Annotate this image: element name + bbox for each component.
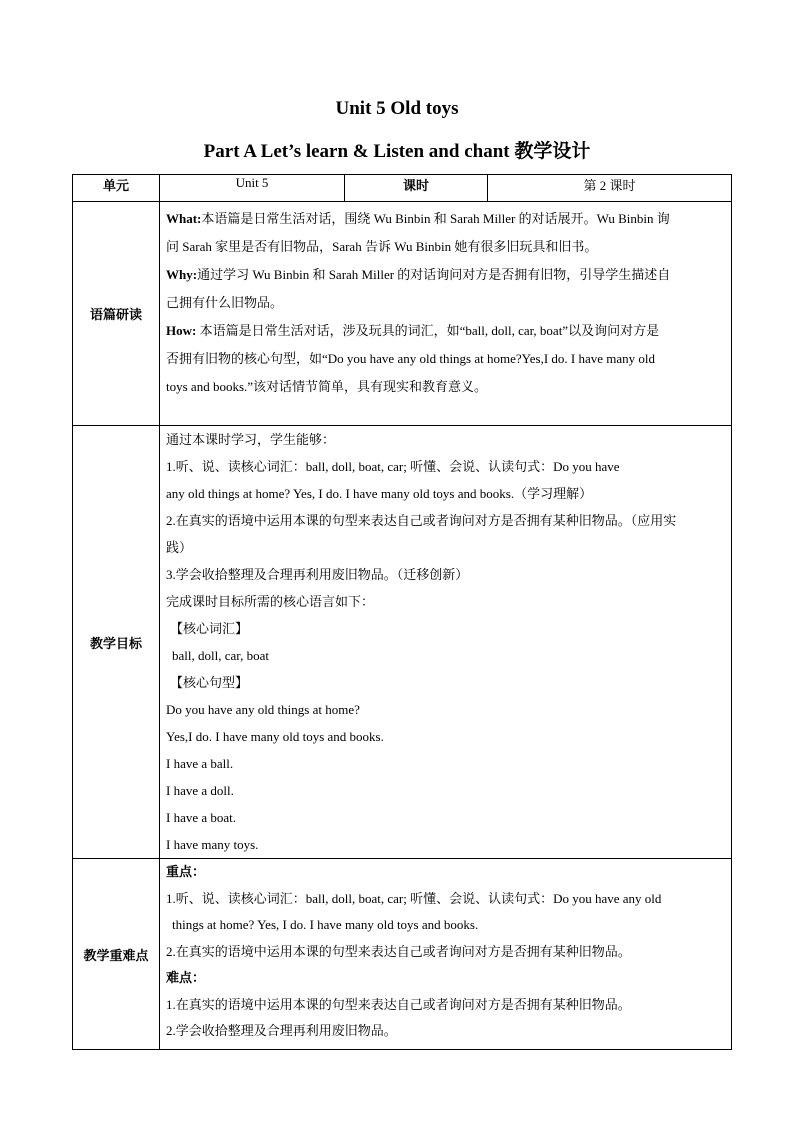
objective-2-line-2: 践） — [166, 540, 193, 555]
text-study-content — [160, 202, 732, 426]
what-line-2: 问 Sarah 家里是否有旧物品，Sarah 告诉 Wu Binbin 她有很多旧玩具和旧书。 — [166, 239, 598, 254]
why-line-1: Why:通过学习 Wu Binbin 和 Sarah Miller 的对话询问对方是否拥有旧物，引导学生描述自 — [166, 267, 671, 282]
how-line-2: 否拥有旧物的核心句型，如“Do you have any old things at home?Yes,I do. I have many old — [166, 351, 656, 366]
what-line-1: What:本语篇是日常生活对话，围绕 Wu Binbin 和 Sarah Miller 的对话展开。Wu Binbin 询 — [166, 211, 670, 226]
objectives-intro: 通过本课时学习，学生能够： — [166, 432, 336, 447]
key-points-label: 教学重难点 — [73, 859, 160, 1050]
key-2: 2.在真实的语境中运用本课的句型来表达自己或者询问对方是否拥有某种旧物品。 — [166, 943, 631, 959]
objective-2-line-1: 2.在真实的语境中运用本课的句型来表达自己或者询问对方是否拥有某种旧物品。（应用实 — [166, 513, 677, 528]
difficulty-2: 2.学会收拾整理及合理再利用废旧物品。 — [166, 1023, 397, 1038]
objectives-content — [160, 426, 732, 859]
objectives-row — [73, 426, 732, 859]
why-label: Why: — [166, 267, 198, 282]
pattern-line: Do you have any old things at home? — [166, 702, 360, 717]
key-points-row — [73, 859, 732, 1050]
unit-label-cell: 单元 — [73, 175, 160, 202]
how-label: How: — [166, 323, 197, 338]
period-label-cell: 课时 — [345, 175, 488, 202]
period-value-cell: 第 2 课时 — [488, 175, 732, 202]
objectives-label: 教学目标 — [73, 426, 160, 859]
core-language-intro: 完成课时目标所需的核心语言如下： — [166, 594, 375, 609]
pattern-line: Yes,I do. I have many old toys and books. — [166, 729, 384, 744]
objective-1-line-2: any old things at home? Yes, I do. I have many old toys and books.（学习理解） — [166, 486, 593, 501]
document-subtitle: Part A Let’s learn & Listen and chant 教学设计 — [203, 141, 591, 162]
how-line-3: toys and books.”该对话情节简单，具有现实和教育意义。 — [166, 379, 488, 394]
pattern-line: I have a doll. — [166, 783, 234, 798]
difficulty-1: 1.在真实的语境中运用本课的句型来表达自己或者询问对方是否拥有某种旧物品。 — [166, 996, 631, 1012]
document-title: Unit 5 Old toys — [335, 98, 459, 119]
vocab-list: ball, doll, car, boat — [172, 648, 269, 663]
key-1-line-1: 1.听、说、读核心词汇：ball, doll, boat, car; 听懂、会说、认读句式：Do you have any old — [166, 890, 662, 906]
lesson-plan-table — [72, 174, 732, 1050]
key-1-line-2: things at home? Yes, I do. I have many old toys and books. — [172, 917, 479, 932]
objective-3: 3.学会收拾整理及合理再利用废旧物品。（迁移创新） — [166, 567, 469, 582]
pattern-line: I have a boat. — [166, 810, 237, 825]
header-row — [73, 175, 732, 202]
pattern-heading: 【核心句型】 — [170, 675, 249, 690]
pattern-line: I have many toys. — [166, 837, 259, 852]
why-line-2: 己拥有什么旧物品。 — [166, 295, 284, 310]
key-heading: 重点： — [166, 864, 206, 879]
difficulty-heading: 难点： — [166, 970, 206, 985]
vocab-heading: 【核心词汇】 — [170, 621, 249, 636]
pattern-line: I have a ball. — [166, 756, 234, 771]
objective-1-line-1: 1.听、说、读核心词汇：ball, doll, boat, car; 听懂、会说、认读句式：Do you have — [166, 459, 620, 474]
text-study-row — [73, 202, 732, 426]
what-label: What: — [166, 211, 202, 226]
key-points-content — [160, 859, 732, 1050]
unit-value-cell: Unit 5 — [160, 175, 345, 202]
text-study-label: 语篇研读 — [73, 202, 160, 426]
how-line-1: How: 本语篇是日常生活对话，涉及玩具的词汇，如“ball, doll, car, boat”以及询问对方是 — [166, 323, 660, 338]
